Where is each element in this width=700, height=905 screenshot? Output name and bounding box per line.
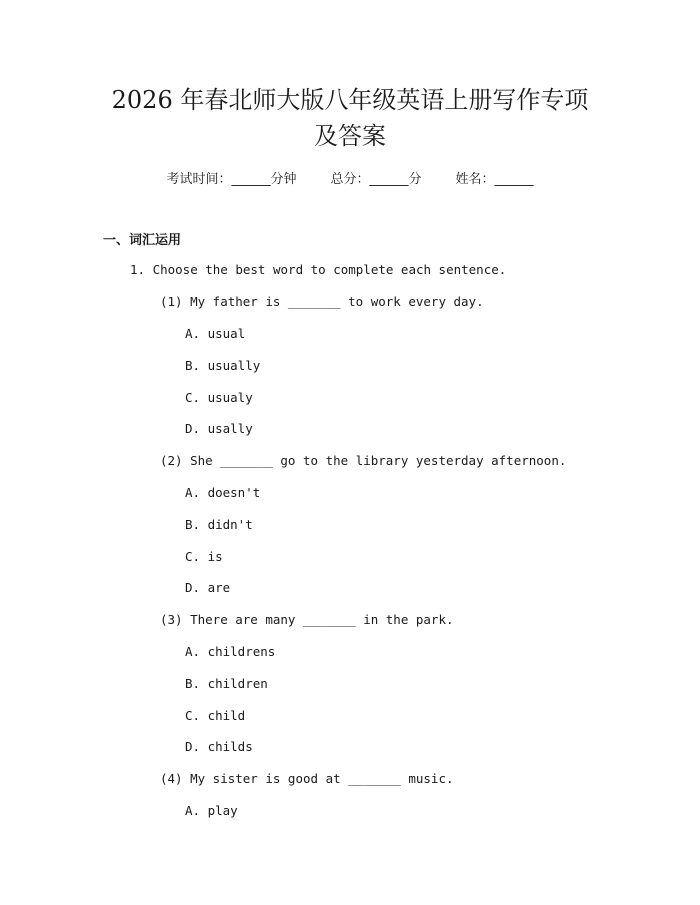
- question-item-stem: (4) My sister is good at _______ music.: [160, 771, 454, 786]
- option-d: D. are: [185, 580, 231, 595]
- option-a: A. usual: [185, 326, 246, 341]
- option-c: C. is: [185, 549, 223, 564]
- option-d: D. usally: [185, 421, 253, 436]
- option-c: C. usualy: [185, 390, 253, 405]
- question-item-stem: (1) My father is _______ to work every day.: [160, 294, 484, 309]
- question-item-stem: (2) She _______ go to the library yesterday afternoon.: [160, 453, 567, 468]
- option-b: B. children: [185, 676, 268, 691]
- total-score-label: 总分：______分: [330, 172, 422, 187]
- option-a: A. childrens: [185, 644, 276, 659]
- title-line-1: 2026 年春北师大版八年级英语上册写作专项: [111, 86, 589, 114]
- section-heading: 一、词汇运用: [103, 233, 182, 248]
- option-b: B. didn't: [185, 517, 253, 532]
- question-item-stem: (3) There are many _______ in the park.: [160, 612, 454, 627]
- option-a: A. doesn't: [185, 485, 261, 500]
- student-name-label: 姓名：______: [455, 172, 534, 187]
- exam-meta-row: [0, 168, 700, 187]
- question-prompt: 1. Choose the best word to complete each sentence.: [130, 262, 507, 277]
- option-d: D. childs: [185, 739, 253, 754]
- option-b: B. usually: [185, 358, 261, 373]
- document-title: [60, 82, 640, 154]
- title-line-2: 及答案: [314, 122, 386, 150]
- exam-time-label: 考试时间：______分钟: [166, 172, 297, 187]
- option-c: C. child: [185, 708, 246, 723]
- option-a: A. play: [185, 803, 238, 818]
